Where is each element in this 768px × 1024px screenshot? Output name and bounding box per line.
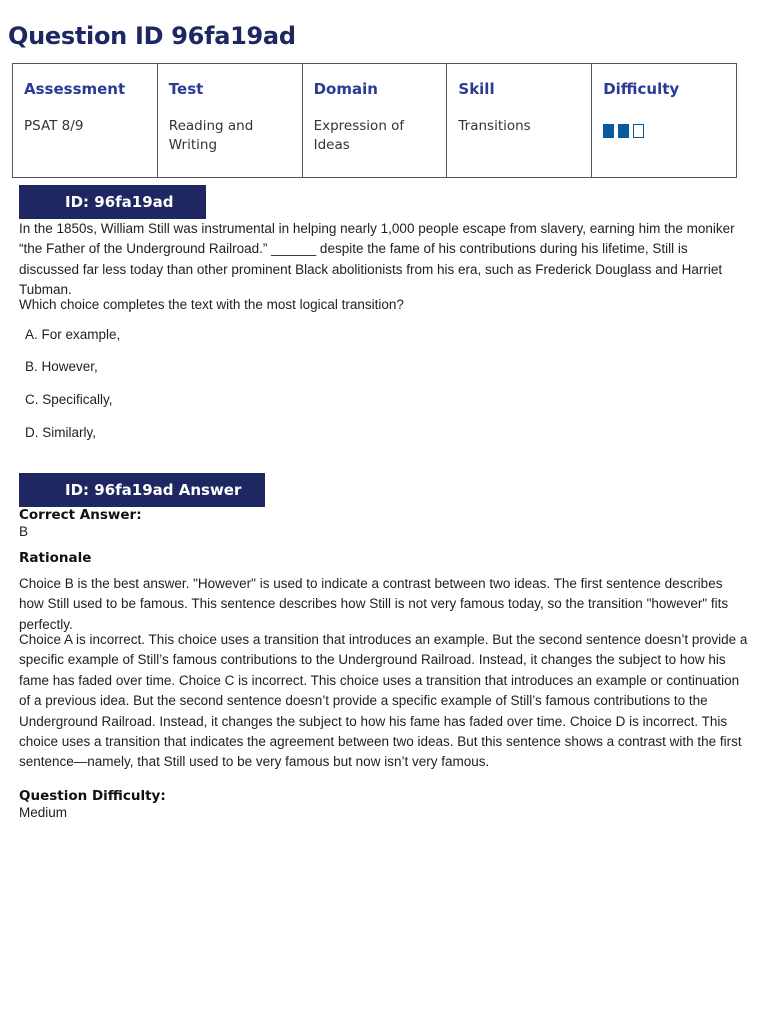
choice-a: A. For example, <box>25 327 121 342</box>
rationale-paragraph-1: Choice B is the best answer. "However" is used to indicate a contrast between two ideas. The first sentence describes how Still used to be famous. This sentence describes how Still is not very famous today, so the transition "however" fits perfectly. <box>19 576 729 632</box>
correct-answer-label: Correct Answer: <box>19 507 142 523</box>
choice-d: D. Similarly, <box>25 425 97 440</box>
difficulty-bar-filled <box>603 124 614 138</box>
meta-col-test <box>158 64 303 177</box>
difficulty-bar-filled <box>618 124 629 138</box>
choice-b: B. However, <box>25 359 98 374</box>
difficulty-label: Difficulty <box>603 80 680 98</box>
question-id-banner: ID: 96fa19ad <box>19 185 206 219</box>
domain-value-line-1: Expression of <box>313 118 405 134</box>
question-prompt: Which choice completes the text with the most logical transition? <box>19 297 404 312</box>
page-title: Question ID 96fa19ad <box>8 22 296 50</box>
question-passage: In the 1850s, William Still was instrumental in helping nearly 1,000 people escape from slavery, earning him the moniker “the Father of the Underground Railroad.” ______ despite the fame of his contributions during his lifetime, Still is discussed far less today than other prominent Black abolitionists from his era, such as Frederick Douglass and Harriet Tubman. <box>19 221 735 298</box>
skill-value: Transitions <box>458 118 531 134</box>
choice-c: C. Specifically, <box>25 392 113 407</box>
difficulty-bars-icon <box>603 124 726 138</box>
meta-col-difficulty <box>592 64 736 177</box>
correct-answer-value: B <box>19 524 29 539</box>
domain-value-line-2: Ideas <box>313 137 350 153</box>
assessment-value: PSAT 8/9 <box>24 118 84 134</box>
meta-col-assessment <box>13 64 158 177</box>
answer-id-banner: ID: 96fa19ad Answer <box>19 473 265 507</box>
question-difficulty-value: Medium <box>19 805 68 820</box>
test-label: Test <box>168 80 204 98</box>
question-meta-table <box>12 63 737 178</box>
question-difficulty-label: Question Difficulty: <box>19 788 166 804</box>
rationale-paragraph-2: Choice A is incorrect. This choice uses a transition that introduces an example. But the second sentence doesn’t provide a specific example of Still’s famous contributions to the Underground Railroad. Instead, it changes the subject to how his fame has faded over time. Choice C is incorrect. This choice uses a transition that introduces an example or continuation of a previous idea. But the second sentence doesn’t provide a specific example of Still’s famous contributions to the Underground Railroad. Instead, it changes the subject to how his fame has faded over time. Choice D is incorrect. This choice uses a transition that indicates the agreement between two ideas. But this sentence shows a contrast with the first sentence—namely, that Still used to be very famous but now isn’t very famous. <box>19 632 748 770</box>
rationale-label: Rationale <box>19 550 92 566</box>
difficulty-bar-empty <box>633 124 644 138</box>
meta-col-skill <box>447 64 592 177</box>
assessment-label: Assessment <box>24 80 126 98</box>
test-value-line-2: Writing <box>168 137 218 153</box>
meta-col-domain <box>303 64 448 177</box>
test-value-line-1: Reading and <box>168 118 254 134</box>
domain-label: Domain <box>313 80 378 98</box>
skill-label: Skill <box>458 80 495 98</box>
